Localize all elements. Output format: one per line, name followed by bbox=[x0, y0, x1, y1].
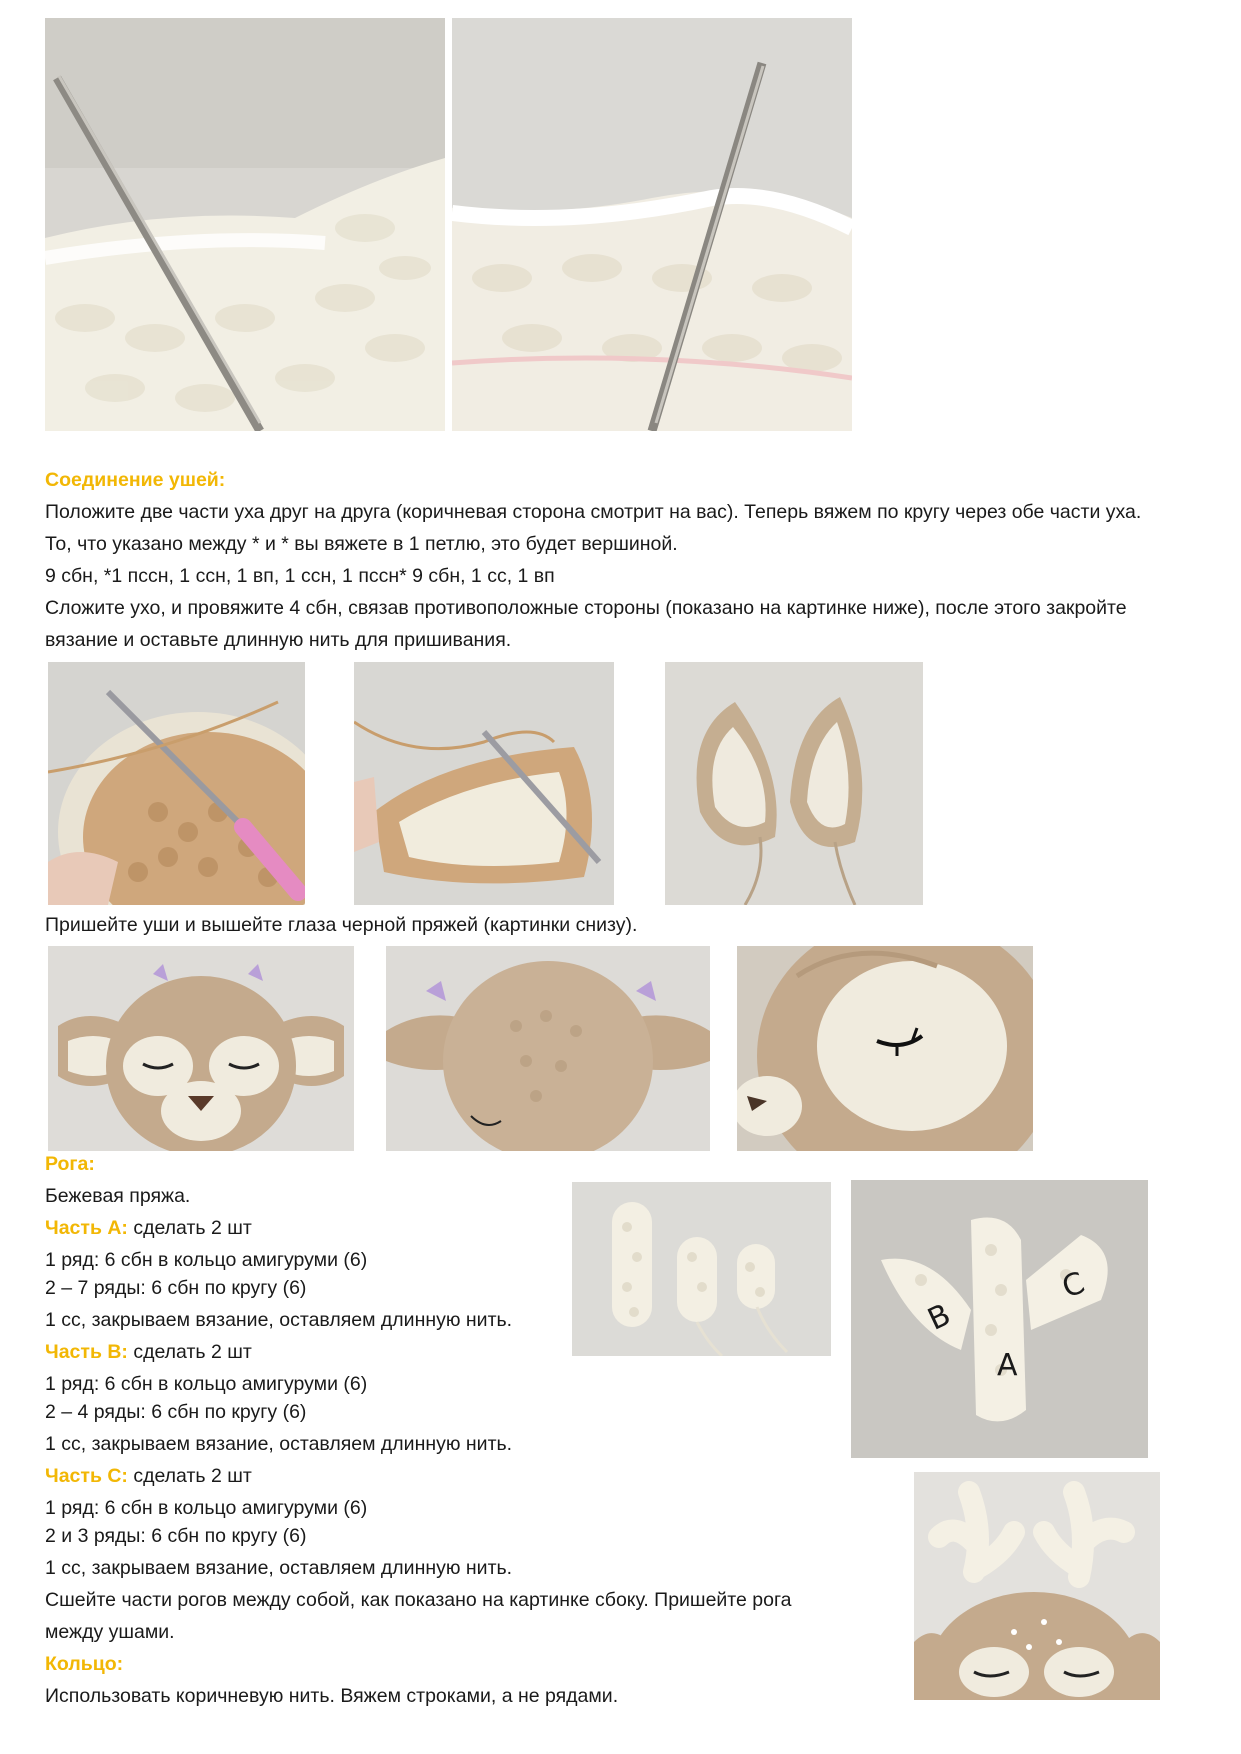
antler-label-b: B bbox=[922, 1297, 957, 1338]
ears-text-line-3: 9 сбн, *1 пссн, 1 ссн, 1 вп, 1 ссн, 1 пссн* 9 сбн, 1 сс, 1 вп bbox=[45, 565, 555, 587]
photo-antler-assembled bbox=[851, 1180, 1148, 1458]
antlers-heading: Рога: bbox=[45, 1153, 95, 1175]
part-a-row-3: 1 сс, закрываем вязание, оставляем длинную нить. bbox=[45, 1309, 513, 1331]
antler-label-a: A bbox=[997, 1348, 1018, 1383]
part-b-qty: сделать 2 шт bbox=[127, 1341, 252, 1363]
part-c-row-1: 1 ряд: 6 сбн в кольцо амигуруми (6) bbox=[45, 1497, 368, 1519]
part-c-row-2: 2 и 3 ряды: 6 сбн по кругу (6) bbox=[45, 1525, 307, 1547]
part-b-row-2: 2 – 4 ряды: 6 сбн по кругу (6) bbox=[45, 1401, 307, 1423]
part-c-row-3: 1 сс, закрываем вязание, оставляем длинную нить. bbox=[45, 1557, 513, 1579]
photo-needle-crochet-1 bbox=[45, 18, 445, 431]
ring-heading: Кольцо: bbox=[45, 1653, 124, 1675]
photo-ear-crochet-1 bbox=[48, 662, 305, 905]
sew-ears-note: Пришейте уши и вышейте глаза черной пряжей (картинки снизу). bbox=[45, 914, 638, 936]
part-c-label: Часть С: bbox=[45, 1465, 128, 1487]
photo-deer-with-antlers bbox=[914, 1472, 1160, 1700]
part-c-header bbox=[45, 1463, 252, 1489]
antler-label-c: C bbox=[1057, 1265, 1090, 1306]
part-a-qty: сделать 2 шт bbox=[127, 1217, 252, 1239]
part-a-row-1: 1 ряд: 6 сбн в кольцо амигуруми (6) bbox=[45, 1249, 368, 1271]
photo-needle-crochet-2 bbox=[452, 18, 852, 431]
ears-text-line-4: Сложите ухо, и провяжите 4 сбн, связав противоположные стороны (показано на картинке ниже), после этого закройте bbox=[45, 597, 1127, 619]
antlers-assemble-2: между ушами. bbox=[45, 1621, 175, 1643]
part-a-header bbox=[45, 1215, 252, 1241]
ears-text-line-5: вязание и оставьте длинную нить для пришивания. bbox=[45, 629, 512, 651]
photo-ear-crochet-2 bbox=[354, 662, 614, 905]
part-a-row-2: 2 – 7 ряды: 6 сбн по кругу (6) bbox=[45, 1277, 307, 1299]
part-a-label: Часть А: bbox=[45, 1217, 128, 1239]
part-c-qty: сделать 2 шт bbox=[127, 1465, 252, 1487]
photo-deer-head-front bbox=[48, 946, 354, 1151]
part-b-label: Часть В: bbox=[45, 1341, 128, 1363]
ears-text-line-2: То, что указано между * и * вы вяжете в 1 петлю, это будет вершиной. bbox=[45, 533, 678, 555]
part-b-row-1: 1 ряд: 6 сбн в кольцо амигуруми (6) bbox=[45, 1373, 368, 1395]
part-b-header bbox=[45, 1339, 252, 1365]
part-b-row-3: 1 сс, закрываем вязание, оставляем длинную нить. bbox=[45, 1433, 513, 1455]
ring-text: Использовать коричневую нить. Вяжем строками, а не рядами. bbox=[45, 1685, 619, 1707]
photo-two-ears bbox=[665, 662, 923, 905]
photo-deer-eye-closeup bbox=[737, 946, 1033, 1151]
ears-text-line-1: Положите две части уха друг на друга (коричневая сторона смотрит на вас). Теперь вяжем по кругу через обе части уха. bbox=[45, 501, 1142, 523]
antlers-assemble-1: Сшейте части рогов между собой, как показано на картинке сбоку. Пришейте рога bbox=[45, 1589, 792, 1611]
ears-heading: Соединение ушей: bbox=[45, 469, 226, 491]
photo-antler-parts bbox=[572, 1182, 831, 1356]
antlers-yarn: Бежевая пряжа. bbox=[45, 1185, 191, 1207]
photo-deer-head-top bbox=[386, 946, 710, 1151]
